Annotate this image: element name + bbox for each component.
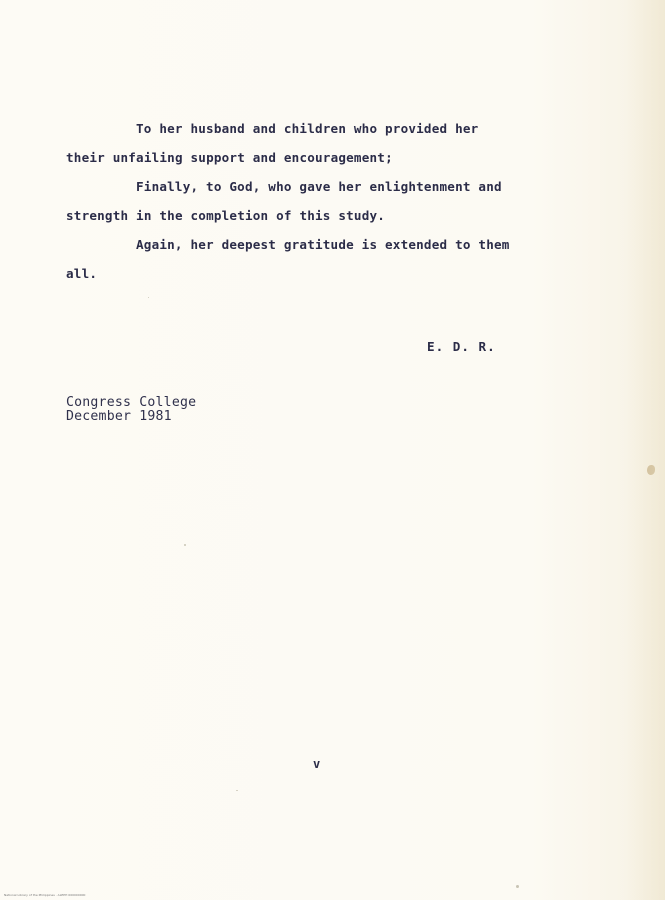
body-line-6: all. — [66, 266, 98, 281]
page-number: v — [313, 757, 321, 771]
body-line-5: Again, her deepest gratitude is extended to them — [136, 237, 510, 252]
paper-speck — [184, 544, 186, 546]
archive-footer-note: National Library of the Philippines · ALEPH 000000000 — [4, 893, 86, 897]
institution-name: Congress College — [66, 395, 197, 410]
paper-speck — [236, 790, 238, 791]
document-date: December 1981 — [66, 409, 172, 424]
body-line-2: their unfailing support and encouragement; — [66, 150, 393, 165]
author-initials: E. D. R. — [427, 339, 496, 354]
body-line-3: Finally, to God, who gave her enlightenment and — [136, 179, 502, 194]
paper-stain — [647, 465, 655, 475]
body-line-1: To her husband and children who provided her — [136, 121, 479, 136]
paper-speck — [148, 297, 149, 298]
body-line-4: strength in the completion of this study. — [66, 208, 386, 223]
paper-speck — [516, 885, 519, 888]
